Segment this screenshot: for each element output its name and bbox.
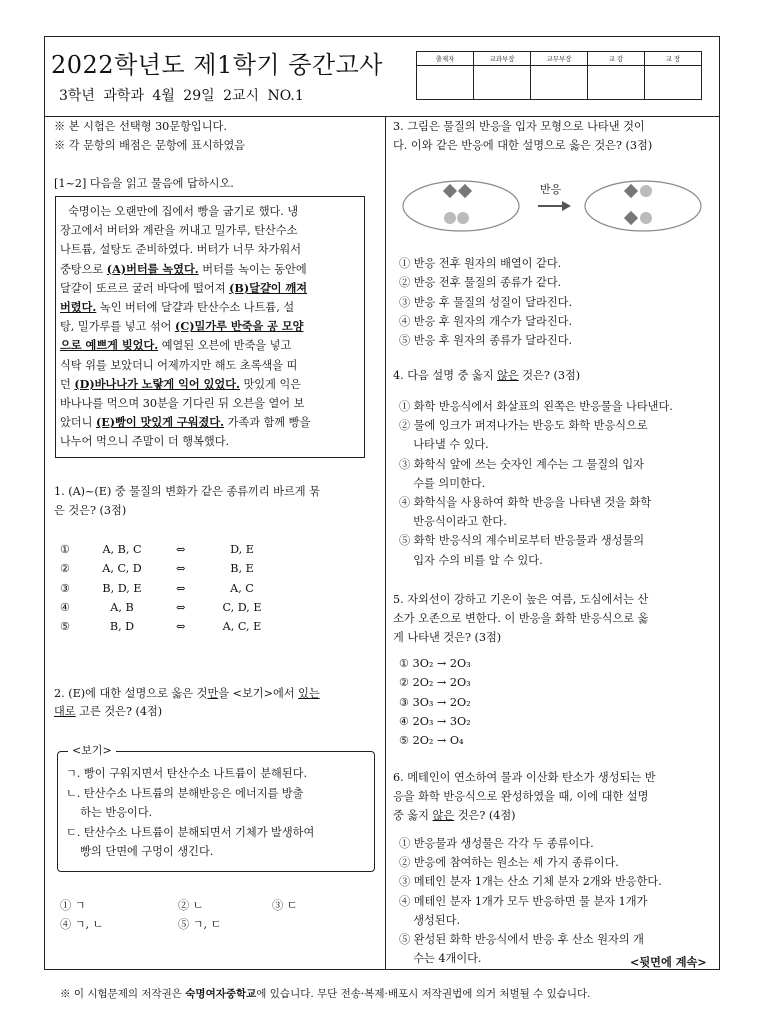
q1-choice-right: C, D, E	[222, 600, 262, 614]
q1-choice-arrow: ⇔	[176, 562, 186, 576]
passage-underlined: (D)바나나가 노랗게 익어 있었다.	[74, 376, 240, 391]
passage-underlined: (E)빵이 맛있게 구워졌다.	[95, 415, 225, 430]
passage-line	[60, 356, 297, 375]
passage-run: 나누어 먹으니 주말이 더 행복했다.	[60, 435, 230, 449]
q4-choice-line: ④ 화학식을 사용하여 화학 반응을 나타낸 것을 화학	[399, 496, 652, 509]
passage-run: 예열된 오븐에 반죽을 넣고	[158, 339, 292, 353]
passage-run: 중탕으로	[60, 262, 107, 276]
bogi-item-line: 하는 반응이다.	[66, 806, 153, 819]
passage-run: 식탁 위를 보았더니 어제까지만 해도 초록색을 띠	[60, 358, 298, 372]
q1-choice-num: ③	[60, 581, 71, 595]
passage-run: 가족과 함께 빵을	[224, 416, 311, 430]
q2-stem-a: 2. (E)에 대한 설명으로 옳은 것	[54, 687, 208, 700]
passage-run: 버터를 녹이는 동안에	[198, 262, 307, 276]
exam-subtitle: 3학년 과학과 4월 29일 2교시 NO.1	[59, 88, 304, 104]
q4-choice-line: ② 물에 잉크가 퍼져나가는 반응도 화학 반응식으로	[399, 419, 648, 433]
copyright-footer	[60, 986, 591, 1001]
q6-choice-line: ③ 메테인 분자 1개는 산소 기체 분자 2개와 반응한다.	[399, 875, 662, 889]
q5-choice	[399, 712, 471, 731]
q1-choice-arrow: ⇔	[176, 581, 186, 595]
q5-choice-num: ④	[399, 714, 413, 728]
reaction-arrow-head	[562, 201, 571, 211]
q3-choice: ⑤ 반응 후 원자의 종류가 달라진다.	[399, 334, 573, 348]
q4-choice-line: 수를 의미한다.	[399, 476, 486, 490]
q4-choice-line: 입자 수의 비를 알 수 있다.	[399, 553, 543, 567]
q1-choice-right: D, E	[230, 543, 254, 556]
q1-choice	[60, 559, 360, 578]
q2-stem-d: 있는	[298, 687, 320, 700]
passage-line	[60, 298, 294, 317]
q4-stem-b: 않은	[497, 369, 519, 382]
notice-1: ※ 본 시험은 선택형 30문항입니다.	[54, 120, 227, 133]
approval-sign-table	[416, 51, 702, 100]
q1-choice-arrow: ⇔	[176, 543, 186, 556]
q4-choice-line: 나타낼 수 있다.	[399, 438, 489, 452]
q1-choice-right: B, E	[230, 562, 254, 576]
q5-choice-eq: 3O₂ → 2O₃	[412, 657, 471, 670]
passage-run: 나트륨, 설탕도 준비하였다. 버터가 너무 차가워서	[60, 243, 302, 257]
q6-stem-line-2: 응을 화학 반응식으로 완성하였을 때, 이에 대한 설명	[393, 790, 649, 803]
exam-title: 2022학년도 제1학기 중간고사	[51, 51, 383, 79]
exam-header	[45, 37, 719, 117]
q5-choice-num: ⑤	[399, 734, 413, 748]
q6-choice-line: ① 반응물과 생성물은 각각 두 종류이다.	[399, 837, 594, 850]
passage-run: 장고에서 버터와 계란을 꺼내고 밀가루, 탄산수소	[60, 224, 298, 238]
q5-choice-eq: 2O₂ → O₄	[412, 734, 464, 748]
q4-stem-a: 4. 다음 설명 중 옳지	[393, 369, 498, 382]
q4-choice-line: ① 화학 반응식에서 화살표의 왼쪽은 반응물을 나타낸다.	[399, 400, 673, 413]
footer-school: 숙명여자중학교	[185, 988, 257, 1000]
passage-underlined: (A)버터를 녹였다.	[106, 261, 199, 276]
passage-line	[60, 317, 304, 336]
footer-c: 에 있습니다. 무단 전송·복제·배포시 저작권법에 의거 처벌될 수 있습니다.	[256, 988, 591, 1000]
q1-choice-left: B, D	[109, 620, 135, 634]
q1-stem-line-2: 은 것은? (3점)	[54, 504, 127, 517]
q6-choice-line: ④ 메테인 분자 1개가 모두 반응하면 물 분자 1개가	[399, 894, 648, 908]
passage-line	[60, 221, 297, 240]
notice-2: ※ 각 문항의 배점은 문항에 표시하였음	[54, 139, 246, 152]
q1-choice-arrow: ⇔	[176, 620, 186, 634]
q1-choice-arrow: ⇔	[176, 600, 186, 614]
continue-note: <뒷면에 계속>	[630, 955, 707, 969]
q3-choice: ③ 반응 후 물질의 성질이 달라진다.	[399, 295, 573, 309]
passage-run: 달걀이 또르르 굴러 바닥에 떨어져	[60, 281, 230, 295]
q1-choice-left: A, B, C	[102, 543, 142, 556]
q5-choice	[399, 731, 464, 750]
q5-choice-num: ①	[399, 657, 413, 670]
q1-choice	[60, 598, 360, 617]
passage-underlined: (B)달걀이 깨져	[229, 280, 308, 295]
sign-cell	[588, 66, 645, 100]
bogi-item-line: ㄱ. 빵이 구워지면서 탄산수소 나트륨이 분해된다.	[66, 767, 308, 780]
q1-choice-left: A, C, D	[102, 562, 142, 576]
q6-stem-line-1: 6. 메테인이 연소하여 물과 이산화 탄소가 생성되는 반	[393, 771, 656, 784]
q1-choice-num: ②	[60, 562, 71, 576]
passage-line	[60, 279, 307, 298]
sign-cell	[531, 66, 588, 100]
passage-run: 맛있게 익은	[239, 377, 302, 391]
bogi-title: <보기>	[68, 742, 116, 758]
q2-choice-5: ⑤ ㄱ, ㄷ	[178, 918, 222, 931]
sign-header: 출제자	[417, 52, 474, 66]
passage-line	[60, 413, 310, 432]
q5-stem-line-2: 소가 오존으로 변한다. 이 반응을 화학 반응식으로 옳	[393, 612, 649, 625]
q5-choice	[399, 693, 471, 712]
q3-choice: ② 반응 전후 물질의 종류가 같다.	[399, 276, 562, 290]
bogi-item-line: ㄴ. 탄산수소 나트륨의 분해반응은 에너지를 방출	[66, 786, 304, 800]
q2-stem-line-2	[54, 702, 162, 721]
q5-choice-eq: 2O₃ → 3O₂	[412, 714, 471, 728]
q1-choice-num: ①	[60, 543, 71, 556]
q3-stem-line-2: 다. 이와 같은 반응에 대한 설명으로 옳은 것은? (3점)	[393, 139, 653, 152]
passage-intro: [1~2] 다음을 읽고 물음에 답하시오.	[54, 177, 234, 190]
q6-choice-line: 수는 4개이다.	[399, 952, 482, 966]
q4-stem-c: 것은? (3점)	[518, 369, 581, 382]
passage-underlined: 버렸다.	[60, 300, 97, 314]
sign-header: 교무부장	[531, 52, 588, 66]
q1-choice-num: ④	[60, 600, 71, 614]
passage-run: 바나나를 먹으며 30분을 기다린 뒤 오븐을 열어 보	[60, 397, 305, 410]
q1-choice	[60, 579, 360, 598]
footer-a: ※ 이 시험문제의 저작권은	[60, 988, 186, 1000]
sign-cell	[474, 66, 531, 100]
q1-choice-left: B, D, E	[102, 581, 142, 595]
sign-cell	[417, 66, 474, 100]
q3-choice: ① 반응 전후 원자의 배열이 같다.	[399, 257, 562, 270]
passage-line	[60, 336, 291, 355]
passage-line	[60, 432, 229, 451]
sign-cell	[645, 66, 702, 100]
q4-stem	[393, 366, 580, 385]
passage-run: 숙명이는 오랜만에 집에서 빵을 굽기로 했다. 냉	[68, 205, 299, 218]
q1-stem-line-1: 1. (A)~(E) 중 물질의 변화가 같은 종류끼리 바르게 묶	[54, 485, 320, 498]
q5-choice	[399, 673, 471, 692]
q5-stem-line-1: 5. 자외선이 강하고 기온이 높은 여름, 도심에서는 산	[393, 593, 649, 606]
q1-choice	[60, 617, 360, 636]
passage-run: 던	[60, 377, 75, 391]
q3-stem-line-1: 3. 그림은 물질의 반응을 입자 모형으로 나타낸 것이	[393, 120, 645, 133]
sign-header: 교 장	[645, 52, 702, 66]
q1-choice-right: A, C, E	[222, 620, 262, 634]
passage-underlined: 으로 예쁘게 빚었다.	[60, 338, 159, 353]
sign-header: 교과부장	[474, 52, 531, 66]
passage-line	[60, 240, 301, 259]
q6-stem3-c: 것은? (4점)	[454, 809, 516, 822]
q5-choice	[399, 654, 471, 673]
q5-choice-eq: 3O₃ → 2O₂	[412, 695, 471, 709]
q1-choice-num: ⑤	[60, 620, 71, 634]
q2-choice-3: ③ ㄷ	[272, 899, 298, 912]
q1-choice-left: A, B	[110, 600, 134, 614]
q2-stem-b: 만	[207, 687, 219, 700]
q6-stem3-a: 중 옳지	[393, 809, 433, 822]
q6-choice-line: ⑤ 완성된 화학 반응식에서 반응 후 산소 원자의 개	[399, 933, 644, 946]
q5-stem-line-3: 게 나타낸 것은? (3점)	[393, 631, 502, 644]
bogi-item-line: ㄷ. 탄산수소 나트륨이 분해되면서 기체가 발생하여	[66, 825, 315, 839]
passage-run: 탕, 밀가루를 넣고 섞어	[60, 320, 176, 334]
reaction-label: 반응	[540, 183, 562, 196]
q5-choice-num: ②	[399, 676, 413, 690]
q4-choice-line: 반응식이라고 한다.	[399, 515, 507, 529]
q6-stem-line-3	[393, 806, 516, 825]
passage-line	[68, 202, 298, 221]
q4-choice-line: ⑤ 화학 반응식의 계수비로부터 반응물과 생성물의	[399, 534, 645, 548]
q3-choice: ④ 반응 후 원자의 개수가 달라진다.	[399, 314, 573, 328]
passage-line	[60, 394, 304, 413]
q6-choice-line: 생성된다.	[399, 913, 461, 927]
passage-underlined: (C)밀가루 반죽을 공 모양	[175, 319, 304, 334]
q6-choice-line: ② 반응에 참여하는 원소는 세 가지 종류이다.	[399, 856, 619, 870]
q2-stem-c: 을 <보기>에서	[218, 687, 299, 700]
sign-header: 교 감	[588, 52, 645, 66]
q1-choice	[60, 540, 360, 559]
q5-choice-num: ③	[399, 695, 413, 709]
q4-choice-line: ③ 화학식 앞에 쓰는 숫자인 계수는 그 물질의 입자	[399, 457, 644, 471]
q5-choice-eq: 2O₂ → 2O₃	[412, 676, 471, 690]
passage-run: 았더니	[60, 416, 96, 430]
bogi-item-line: 빵의 단면에 구멍이 생긴다.	[66, 845, 214, 858]
q2-choice-2: ② ㄴ	[178, 899, 204, 912]
q2-stem-e: 대로	[54, 705, 76, 718]
q2-stem-f: 고른 것은? (4점)	[75, 705, 163, 718]
q6-stem3-b: 않은	[432, 809, 455, 822]
q2-choice-1: ① ㄱ	[60, 899, 86, 912]
q2-stem-line-1	[54, 684, 320, 703]
passage-run: 녹인 버터에 달걀과 탄산수소 나트륨, 설	[96, 301, 295, 314]
column-divider	[385, 117, 386, 969]
q1-choice-right: A, C	[230, 581, 254, 595]
q2-choice-4: ④ ㄱ, ㄴ	[60, 918, 104, 931]
passage-line	[60, 260, 307, 279]
passage-line	[60, 375, 301, 394]
